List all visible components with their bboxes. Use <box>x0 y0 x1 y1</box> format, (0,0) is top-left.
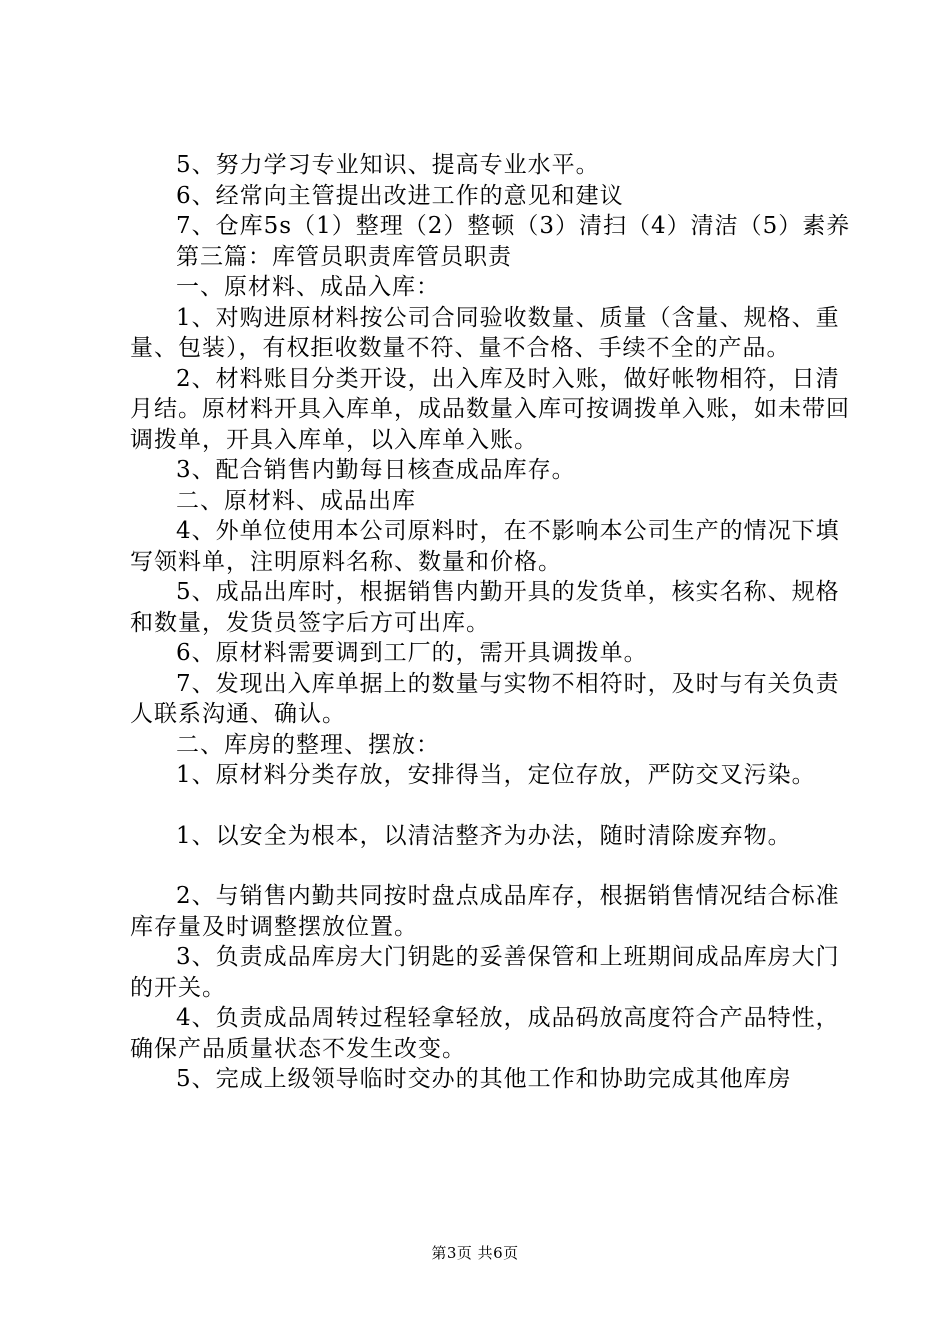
paragraph: 3、配合销售内勤每日核查成品库存。 <box>176 457 576 483</box>
blank-line <box>130 851 855 881</box>
page-footer <box>0 1242 950 1263</box>
paragraph: 4、外单位使用本公司原料时，在不影响本公司生产的情况下填写领料单，注明原料名称、数量和价格。 <box>130 518 840 575</box>
paragraph: 6、经常向主管提出改进工作的意见和建议 <box>176 182 624 209</box>
paragraph: 7、仓库5s（1）整理（2）整顿（3）清扫（4）清洁（5）素养 <box>176 213 851 239</box>
paragraph: 4、负责成品周转过程轻拿轻放，成品码放高度符合产品特性，确保产品质量状态不发生改变。 <box>130 1005 840 1062</box>
paragraph: 5、成品出库时，根据销售内勤开具的发货单，核实名称、规格和数量，发货员签字后方可出库。 <box>130 579 840 636</box>
section-heading: 第三篇：库管员职责库管员职责 <box>176 243 512 270</box>
document-body <box>130 150 855 1095</box>
subsection-heading: 二、原材料、成品出库 <box>176 487 416 514</box>
page-number: 第3页 共6页 <box>431 1244 519 1262</box>
paragraph: 5、努力学习专业知识、提高专业水平。 <box>176 152 600 178</box>
paragraph: 2、材料账目分类开设，出入库及时入账，做好帐物相符，日清月结。原材料开具入库单，成品数量入库可按调拨单入账，如未带回调拨单，开具入库单，以入库单入账。 <box>130 365 850 453</box>
paragraph: 1、对购进原材料按公司合同验收数量、质量（含量、规格、重量、包装），有权拒收数量不符、量不合格、手续不全的产品。 <box>130 304 840 361</box>
blank-line <box>130 791 855 821</box>
paragraph: 5、完成上级领导临时交办的其他工作和协助完成其他库房 <box>176 1066 792 1092</box>
subsection-heading: 二、库房的整理、摆放： <box>176 731 440 758</box>
paragraph: 6、原材料需要调到工厂的，需开具调拨单。 <box>176 640 648 666</box>
paragraph: 3、负责成品库房大门钥匙的妥善保管和上班期间成品库房大门的开关。 <box>130 944 840 1001</box>
paragraph: 1、原材料分类存放，安排得当，定位存放，严防交叉污染。 <box>176 762 816 788</box>
paragraph: 2、与销售内勤共同按时盘点成品库存，根据销售情况结合标准库存量及时调整摆放位置。 <box>130 883 840 940</box>
paragraph: 1、以安全为根本，以清洁整齐为办法，随时清除废弃物。 <box>176 822 792 849</box>
subsection-heading: 一、原材料、成品入库： <box>176 274 440 300</box>
paragraph: 7、发现出入库单据上的数量与实物不相符时，及时与有关负责人联系沟通、确认。 <box>130 670 840 727</box>
